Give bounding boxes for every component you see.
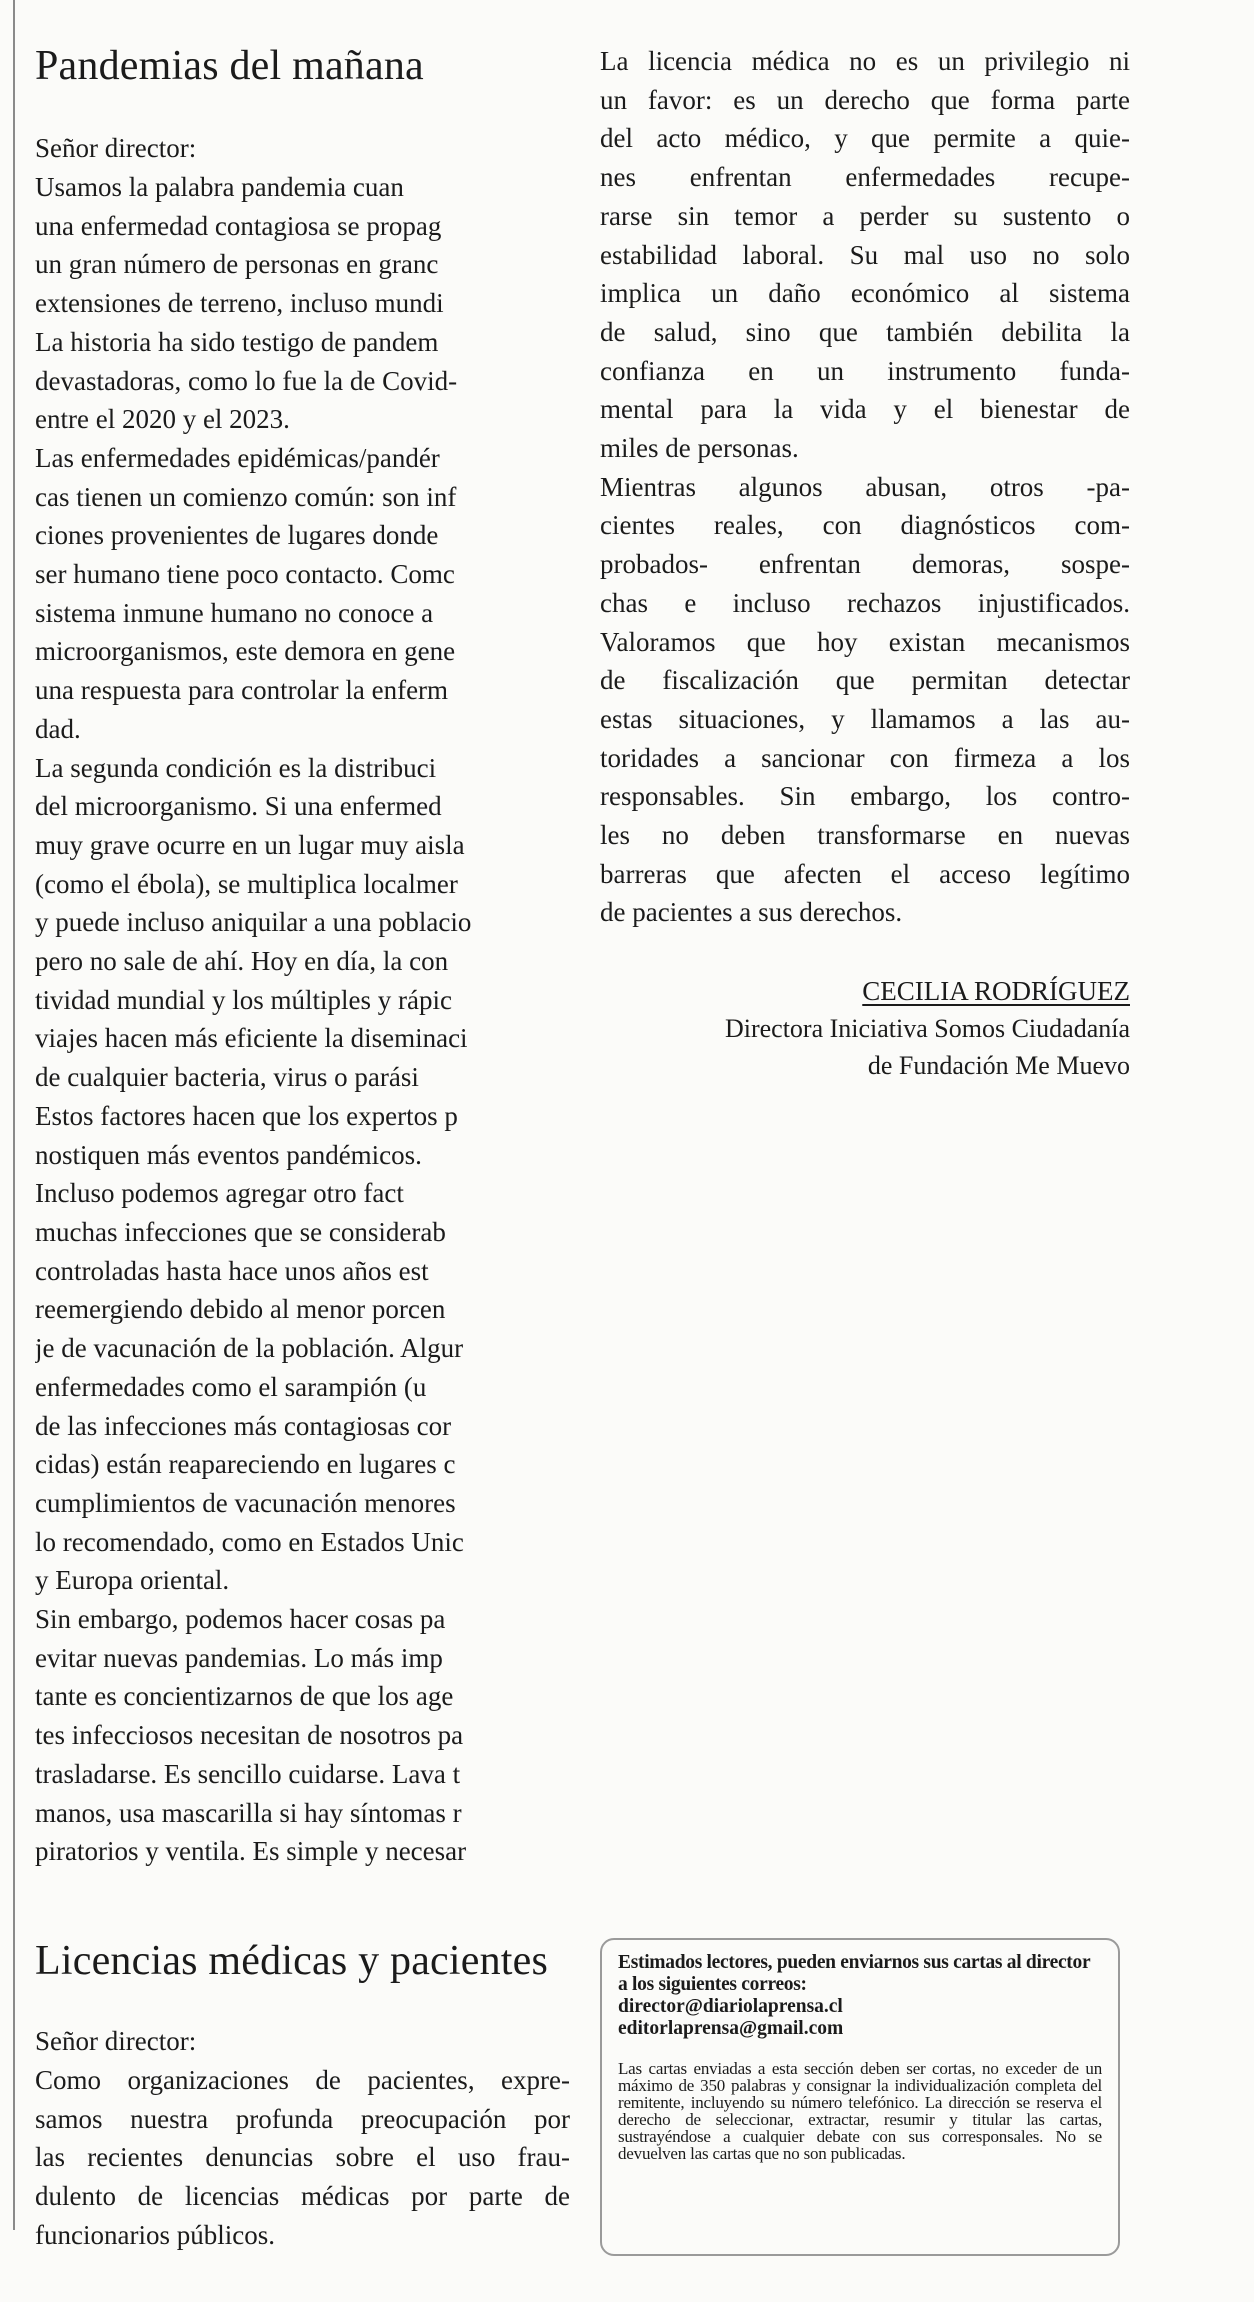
body-line: (como el ébola), se multiplica localmer bbox=[35, 868, 458, 899]
letter-licencias bbox=[35, 1935, 575, 2255]
body-line: del acto médico, y que permite a quie- bbox=[600, 123, 1130, 154]
letter-pandemias bbox=[35, 40, 545, 1880]
letter-signature bbox=[600, 972, 1130, 1084]
body-line: Sin embargo, podemos hacer cosas pa bbox=[35, 1604, 446, 1635]
body-line: ser humano tiene poco contacto. Comc bbox=[35, 559, 455, 590]
body-line: piratorios y ventila. Es simple y necesar bbox=[35, 1836, 467, 1867]
body-line: y puede incluso aniquilar a una poblacio bbox=[35, 907, 472, 938]
body-line: cientes reales, con diagnósticos com- bbox=[600, 510, 1130, 541]
body-line: cas tienen un comienzo común: son inf bbox=[35, 481, 457, 512]
body-line: pero no sale de ahí. Hoy en día, la con bbox=[35, 946, 449, 977]
column-divider-rule bbox=[13, 0, 15, 2230]
body-line: Incluso podemos agregar otro fact bbox=[35, 1178, 404, 1209]
body-line: responsables. Sin embargo, los contro- bbox=[600, 781, 1130, 812]
body-line: miles de personas. bbox=[600, 433, 799, 464]
body-line: reemergiendo debido al menor porcen bbox=[35, 1294, 446, 1325]
body-line: La historia ha sido testigo de pandem bbox=[35, 326, 439, 357]
body-line: de pacientes a sus derechos. bbox=[600, 897, 903, 928]
letter-title: Licencias médicas y pacientes bbox=[35, 1938, 549, 1984]
body-line: implica un daño económico al sistema bbox=[600, 278, 1130, 309]
letter-title: Pandemias del mañana bbox=[35, 43, 424, 89]
body-line: manos, usa mascarilla si hay síntomas r bbox=[35, 1797, 462, 1828]
body-line: probados- enfrentan demoras, sospe- bbox=[600, 549, 1130, 580]
body-line: La segunda condición es la distribuci bbox=[35, 752, 437, 783]
notice-email-editor: editorlaprensa@gmail.com bbox=[618, 2018, 844, 2039]
body-line: tividad mundial y los múltiples y rápic bbox=[35, 984, 452, 1015]
body-line: dulento de licencias médicas por parte de bbox=[35, 2181, 570, 2212]
body-line: Mientras algunos abusan, otros -pa- bbox=[600, 471, 1130, 502]
body-line: microorganismos, este demora en gene bbox=[35, 636, 456, 667]
letter-body bbox=[600, 42, 1130, 932]
body-line: Estos factores hacen que los expertos p bbox=[35, 1100, 458, 1131]
body-line: je de vacunación de la población. Algur bbox=[35, 1333, 464, 1364]
body-line: dad. bbox=[35, 713, 81, 744]
body-line: estas situaciones, y llamamos a las au- bbox=[600, 703, 1130, 734]
body-line: de fiscalización que permitan detectar bbox=[600, 665, 1130, 696]
letters-policy-notice bbox=[600, 1938, 1120, 2256]
body-line: nes enfrentan enfermedades recupe- bbox=[600, 162, 1130, 193]
letter-body bbox=[35, 168, 545, 1871]
body-line: entre el 2020 y el 2023. bbox=[35, 404, 290, 435]
body-line: un favor: es un derecho que forma parte bbox=[600, 84, 1130, 115]
body-line: las recientes denuncias sobre el uso frau- bbox=[35, 2142, 570, 2173]
body-line: barreras que afecten el acceso legítimo bbox=[600, 858, 1130, 889]
body-line: sistema inmune humano no conoce a bbox=[35, 597, 434, 628]
body-line: tes infecciosos necesitan de nosotros pa bbox=[35, 1720, 464, 1751]
body-line: La licencia médica no es un privilegio ni bbox=[600, 46, 1130, 76]
body-line: nostiquen más eventos pandémicos. bbox=[35, 1139, 422, 1170]
body-line: ciones provenientes de lugares donde bbox=[35, 520, 439, 551]
body-line: extensiones de terreno, incluso mundi bbox=[35, 288, 444, 319]
body-line: Como organizaciones de pacientes, expre- bbox=[35, 2065, 570, 2095]
body-line: controladas hasta hace unos años est bbox=[35, 1255, 429, 1286]
letter-licencias-continuation bbox=[600, 42, 1130, 1084]
letter-greeting: Señor director: bbox=[35, 133, 197, 163]
body-line: cumplimientos de vacunación menores bbox=[35, 1487, 456, 1518]
body-line: de las infecciones más contagiosas cor bbox=[35, 1410, 452, 1441]
signature-name: CECILIA RODRÍGUEZ bbox=[862, 976, 1130, 1007]
body-line: funcionarios públicos. bbox=[35, 2219, 275, 2250]
body-line: y Europa oriental. bbox=[35, 1565, 230, 1596]
letter-body bbox=[35, 2061, 575, 2255]
signature-role: Directora Iniciativa Somos Ciudadanía bbox=[724, 1014, 1130, 1044]
notice-intro: Estimados lectores, pueden enviarnos sus cartas al director a los siguientes correos: bbox=[618, 1952, 1090, 1995]
body-line: de cualquier bacteria, virus o parási bbox=[35, 1062, 419, 1093]
body-line: estabilidad laboral. Su mal uso no solo bbox=[600, 239, 1130, 270]
body-line: confianza en un instrumento funda- bbox=[600, 355, 1130, 386]
body-line: del microorganismo. Si una enfermed bbox=[35, 791, 442, 822]
body-line: lo recomendado, como en Estados Unic bbox=[35, 1526, 464, 1557]
notice-rules: Las cartas enviadas a esta sección deben ser cortas, no exceder de un máximo de 350 palabras y consignar la individualización completa del remitente, incluyendo su número telefónico. La dirección se reserva el derecho de seleccionar, extractar, resumir y titular las cartas, sustrayéndose a cualquier debate con sus corresponsales. No se devuelven las cartas que no son publicadas. bbox=[618, 2059, 1102, 2163]
body-line: Usamos la palabra pandemia cuan bbox=[35, 172, 404, 202]
body-line: viajes hacen más eficiente la diseminaci bbox=[35, 1023, 468, 1054]
body-line: cidas) están reapareciendo en lugares c bbox=[35, 1449, 456, 1480]
body-line: samos nuestra profunda preocupación por bbox=[35, 2103, 570, 2134]
body-line: tante es concientizarnos de que los age bbox=[35, 1681, 454, 1712]
body-line: chas e incluso rechazos injustificados. bbox=[600, 587, 1130, 618]
body-line: muchas infecciones que se considerab bbox=[35, 1216, 446, 1247]
body-line: rarse sin temor a perder su sustento o bbox=[600, 200, 1130, 231]
body-line: devastadoras, como lo fue la de Covid- bbox=[35, 365, 458, 396]
body-line: de salud, sino que también debilita la bbox=[600, 316, 1130, 347]
body-line: enfermedades como el sarampión (u bbox=[35, 1371, 427, 1402]
letter-greeting: Señor director: bbox=[35, 2026, 197, 2056]
body-line: una respuesta para controlar la enferm bbox=[35, 675, 449, 706]
body-line: una enfermedad contagiosa se propag bbox=[35, 210, 442, 241]
notice-email-director: director@diariolaprensa.cl bbox=[618, 1996, 843, 2017]
body-line: toridades a sancionar con firmeza a los bbox=[600, 742, 1130, 773]
body-line: muy grave ocurre en un lugar muy aisla bbox=[35, 829, 465, 860]
body-line: un gran número de personas en granc bbox=[35, 249, 439, 280]
body-line: Las enfermedades epidémicas/pandér bbox=[35, 442, 440, 473]
signature-affiliation: de Fundación Me Muevo bbox=[867, 1051, 1130, 1081]
body-line: Valoramos que hoy existan mecanismos bbox=[600, 626, 1130, 657]
body-line: trasladarse. Es sencillo cuidarse. Lava t bbox=[35, 1758, 461, 1789]
body-line: evitar nuevas pandemias. Lo más imp bbox=[35, 1642, 443, 1673]
body-line: les no deben transformarse en nuevas bbox=[600, 820, 1130, 851]
body-line: mental para la vida y el bienestar de bbox=[600, 394, 1130, 425]
